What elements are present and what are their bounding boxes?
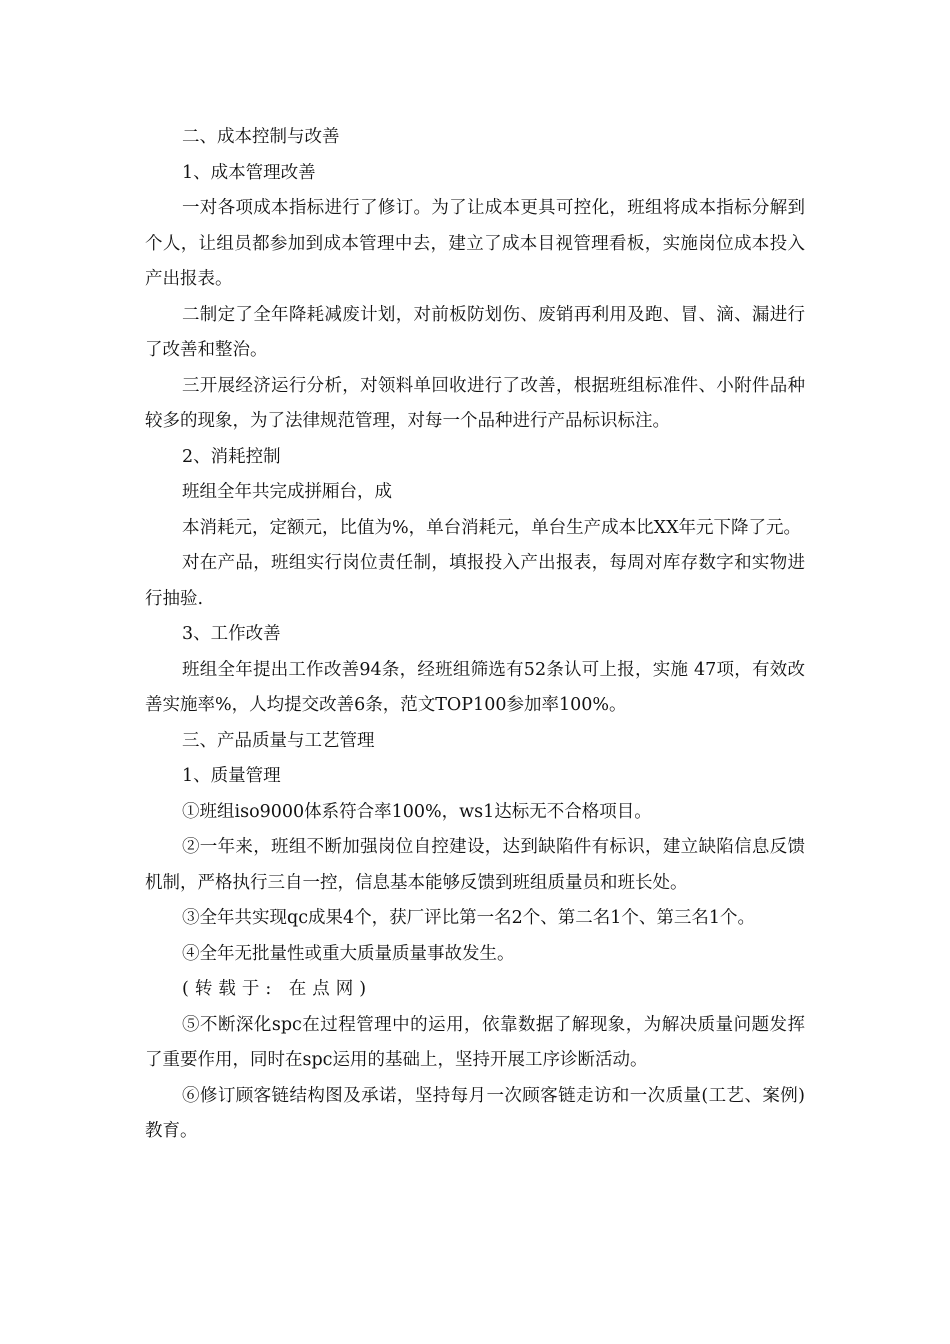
paragraph: 班组全年提出工作改善94条，经班组筛选有52条认可上报，实施 47项，有效改善实施率%，人均提交改善6条，范文TOP100参加率100%。 bbox=[145, 659, 805, 715]
list-item: ⑥修订顾客链结构图及承诺，坚持每月一次顾客链走访和一次质量(工艺、案例)教育。 bbox=[145, 1085, 805, 1141]
list-item: ①班组iso9000体系符合率100%，ws1达标无不合格项目。 bbox=[182, 801, 652, 822]
paragraph: 对在产品，班组实行岗位责任制，填报投入产出报表，每周对库存数字和实物进行抽验. bbox=[145, 553, 805, 609]
list-item: ⑤不断深化spc在过程管理中的运用，依靠数据了解现象，为解决质量问题发挥了重要作用，同时在spc运用的基础上，坚持开展工序诊断活动。 bbox=[145, 1014, 805, 1070]
section-heading-quality: 三、产品质量与工艺管理 bbox=[182, 730, 375, 751]
section-heading-cost-control: 二、成本控制与改善 bbox=[182, 127, 340, 147]
subheading-cost-management: 1、成本管理改善 bbox=[182, 162, 316, 183]
subheading-work-improvement: 3、工作改善 bbox=[182, 624, 281, 644]
paragraph: 三开展经济运行分析，对领料单回收进行了改善，根据班组标准件、小附件品种较多的现象，为了法律规范管理，对每一个品种进行产品标识标注。 bbox=[145, 375, 805, 431]
paragraph: 班组全年共完成拼厢台，成 bbox=[182, 482, 392, 502]
subheading-consumption-control: 2、消耗控制 bbox=[182, 446, 281, 467]
paragraph: 二制定了全年降耗减废计划，对前板防划伤、废销再利用及跑、冒、滴、漏进行了改善和整治。 bbox=[145, 304, 805, 360]
subheading-quality-management: 1、质量管理 bbox=[182, 766, 281, 786]
repost-note: (转载于: 在点网) bbox=[182, 979, 373, 999]
list-item: ③全年共实现qc成果4个，获厂评比第一名2个、第二名1个、第三名1个。 bbox=[182, 908, 756, 928]
paragraph: 本消耗元，定额元，比值为%，单台消耗元，单台生产成本比XX年元下降了元。 bbox=[182, 517, 802, 538]
list-item: ④全年无批量性或重大质量质量事故发生。 bbox=[182, 943, 515, 964]
document-body bbox=[145, 120, 805, 1150]
paragraph: 一对各项成本指标进行了修订。为了让成本更具可控化，班组将成本指标分解到个人，让组员都参加到成本管理中去，建立了成本目视管理看板，实施岗位成本投入产出报表。 bbox=[145, 198, 805, 289]
list-item: ②一年来，班组不断加强岗位自控建设，达到缺陷件有标识，建立缺陷信息反馈机制，严格执行三自一控，信息基本能够反馈到班组质量员和班长处。 bbox=[145, 837, 805, 893]
